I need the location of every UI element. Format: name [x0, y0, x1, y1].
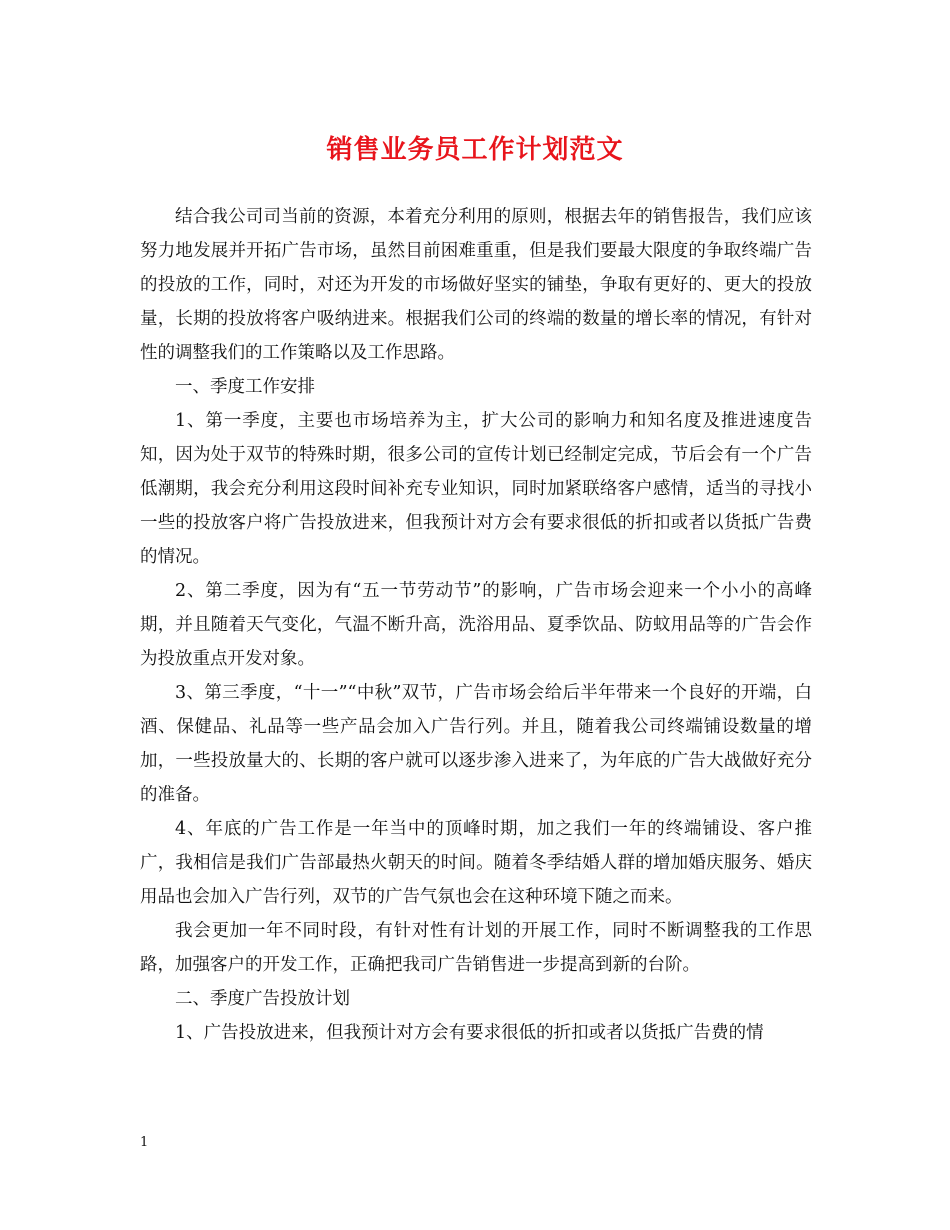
- paragraph-q1: 1、第一季度，主要也市场培养为主，扩大公司的影响力和知名度及推进速度告知，因为处于双节的特殊时期，很多公司的宣传计划已经制定完成，节后会有一个广告低潮期，我会充分利用这段时间补充专业知识，同时加紧联络客户感情，适当的寻找小一些的投放客户将广告投放进来，但我预计对方会有要求很低的折扣或者以货抵广告费的情况。: [140, 411, 812, 567]
- document-body: [140, 200, 812, 1050]
- paragraph-q2: 2、第二季度，因为有“五一节劳动节”的影响，广告市场会迎来一个小小的高峰期，并且随着天气变化，气温不断升高，洗浴用品、夏季饮品、防蚊用品等的广告会作为投放重点开发对象。: [140, 581, 812, 669]
- document-title: 销售业务员工作计划范文: [326, 135, 624, 165]
- section-heading-ad-plan: 二、季度广告投放计划: [175, 989, 350, 1009]
- paragraph-ad-plan-1: 1、广告投放进来，但我预计对方会有要求很低的折扣或者以货抵广告费的情: [175, 1023, 764, 1043]
- paragraph-summary: 我会更加一年不同时段，有针对性有计划的开展工作，同时不断调整我的工作思路，加强客户的开发工作，正确把我司广告销售进一步提高到新的台阶。: [140, 921, 812, 975]
- paragraph-q4: 4、年底的广告工作是一年当中的顶峰时期，加之我们一年的终端铺设、客户推广，我相信是我们广告部最热火朝天的时间。随着冬季结婚人群的增加婚庆服务、婚庆用品也会加入广告行列，双节的广告气氛也会在这种环境下随之而来。: [140, 819, 812, 907]
- section-heading-quarterly-arrangement: 一、季度工作安排: [175, 377, 315, 397]
- paragraph-intro: 结合我公司司当前的资源，本着充分利用的原则，根据去年的销售报告，我们应该努力地发展并开拓广告市场，虽然目前困难重重，但是我们要最大限度的争取终端广告的投放的工作，同时，对还为开发的市场做好坚实的铺垫，争取有更好的、更大的投放量，长期的投放将客户吸纳进来。根据我们公司的终端的数量的增长率的情况，有针对性的调整我们的工作策略以及工作思路。: [140, 207, 812, 363]
- page-number: 1: [140, 1135, 149, 1150]
- paragraph-q3: 3、第三季度，“十一”“中秋”双节，广告市场会给后半年带来一个良好的开端，白酒、保健品、礼品等一些产品会加入广告行列。并且，随着我公司终端铺设数量的增加，一些投放量大的、长期的客户就可以逐步渗入进来了，为年底的广告大战做好充分的准备。: [140, 683, 812, 805]
